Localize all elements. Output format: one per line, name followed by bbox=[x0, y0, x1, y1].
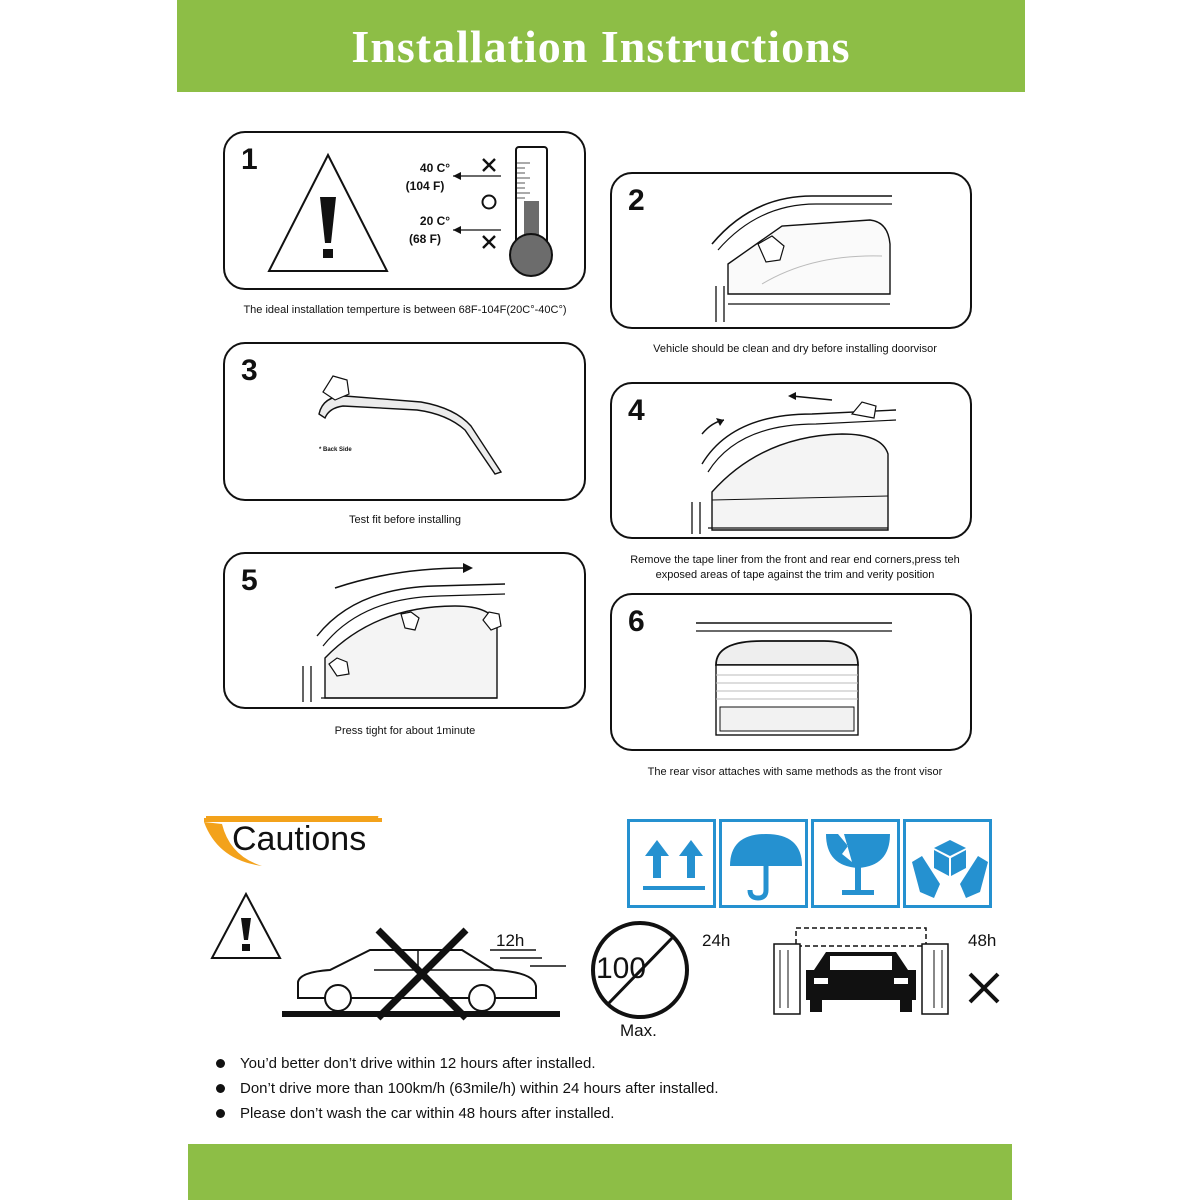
cautions-title: Cautions bbox=[232, 820, 367, 858]
car-window-cleaning-illustration bbox=[612, 174, 974, 331]
bullet-icon bbox=[216, 1059, 225, 1068]
list-item bbox=[216, 1101, 719, 1126]
step-2-panel bbox=[610, 172, 972, 329]
low-temp-celsius: 20 C° bbox=[419, 214, 451, 228]
step-1-caption: The ideal installation temperture is between 68F-104F(20C°-40C°) bbox=[243, 304, 567, 316]
step-number: 1 bbox=[241, 143, 258, 176]
step-3-panel bbox=[223, 342, 586, 501]
no-wash-hours: 48h bbox=[968, 931, 997, 950]
no-drive-hours: 12h bbox=[496, 931, 525, 950]
step-number: 2 bbox=[628, 184, 645, 217]
low-temp-fahrenheit: (68 F) bbox=[408, 232, 441, 246]
step-number: 4 bbox=[628, 394, 645, 427]
speed-limit-hours: 24h bbox=[702, 931, 731, 950]
step-4-panel bbox=[610, 382, 972, 539]
back-side-note: * Back Side bbox=[319, 447, 352, 453]
visor-test-fit-illustration bbox=[225, 344, 588, 503]
caution-text: You’d better don’t drive within 12 hours after installed. bbox=[240, 1055, 596, 1072]
step-5-panel bbox=[223, 552, 586, 709]
car-wash-icon bbox=[774, 928, 948, 1014]
high-temp-celsius: 40 C° bbox=[419, 161, 451, 175]
bullet-icon bbox=[216, 1109, 225, 1118]
caution-text: Please don’t wash the car within 48 hours after installed. bbox=[240, 1105, 615, 1122]
header-banner bbox=[177, 0, 1025, 92]
bullet-icon bbox=[216, 1084, 225, 1093]
step-number: 6 bbox=[628, 605, 645, 638]
step-4-caption-line2: exposed areas of tape against the trim and verity position bbox=[655, 569, 935, 581]
step-number: 3 bbox=[241, 354, 258, 387]
step-6-caption: The rear visor attaches with same methods as the front visor bbox=[647, 766, 943, 778]
step-4-caption bbox=[600, 553, 990, 583]
step-1-panel bbox=[223, 131, 586, 290]
press-visor-illustration bbox=[225, 554, 588, 711]
no-wash-cross-icon bbox=[970, 974, 998, 1002]
step-6-panel bbox=[610, 593, 972, 751]
high-temp-fahrenheit: (104 F) bbox=[405, 179, 445, 193]
step-number: 5 bbox=[241, 564, 258, 597]
max-label: Max. bbox=[620, 1021, 657, 1040]
footer-banner bbox=[188, 1144, 1012, 1200]
page-title: Installation Instructions bbox=[351, 20, 851, 72]
step-2-caption: Vehicle should be clean and dry before installing doorvisor bbox=[653, 343, 937, 355]
list-item bbox=[216, 1076, 719, 1101]
speed-limit-value: 100 bbox=[596, 952, 647, 985]
caution-list bbox=[216, 1051, 719, 1126]
step-4-caption-line1: Remove the tape liner from the front and rear end corners,press teh bbox=[630, 554, 960, 566]
list-item bbox=[216, 1051, 719, 1076]
step-5-caption: Press tight for about 1minute bbox=[334, 725, 476, 737]
caution-text: Don’t drive more than 100km/h (63mile/h) within 24 hours after installed. bbox=[240, 1080, 719, 1097]
car-side-icon bbox=[282, 950, 560, 1014]
tape-liner-removal-illustration bbox=[612, 384, 974, 541]
step-3-caption: Test fit before installing bbox=[349, 514, 461, 526]
rear-visor-illustration bbox=[612, 595, 974, 753]
